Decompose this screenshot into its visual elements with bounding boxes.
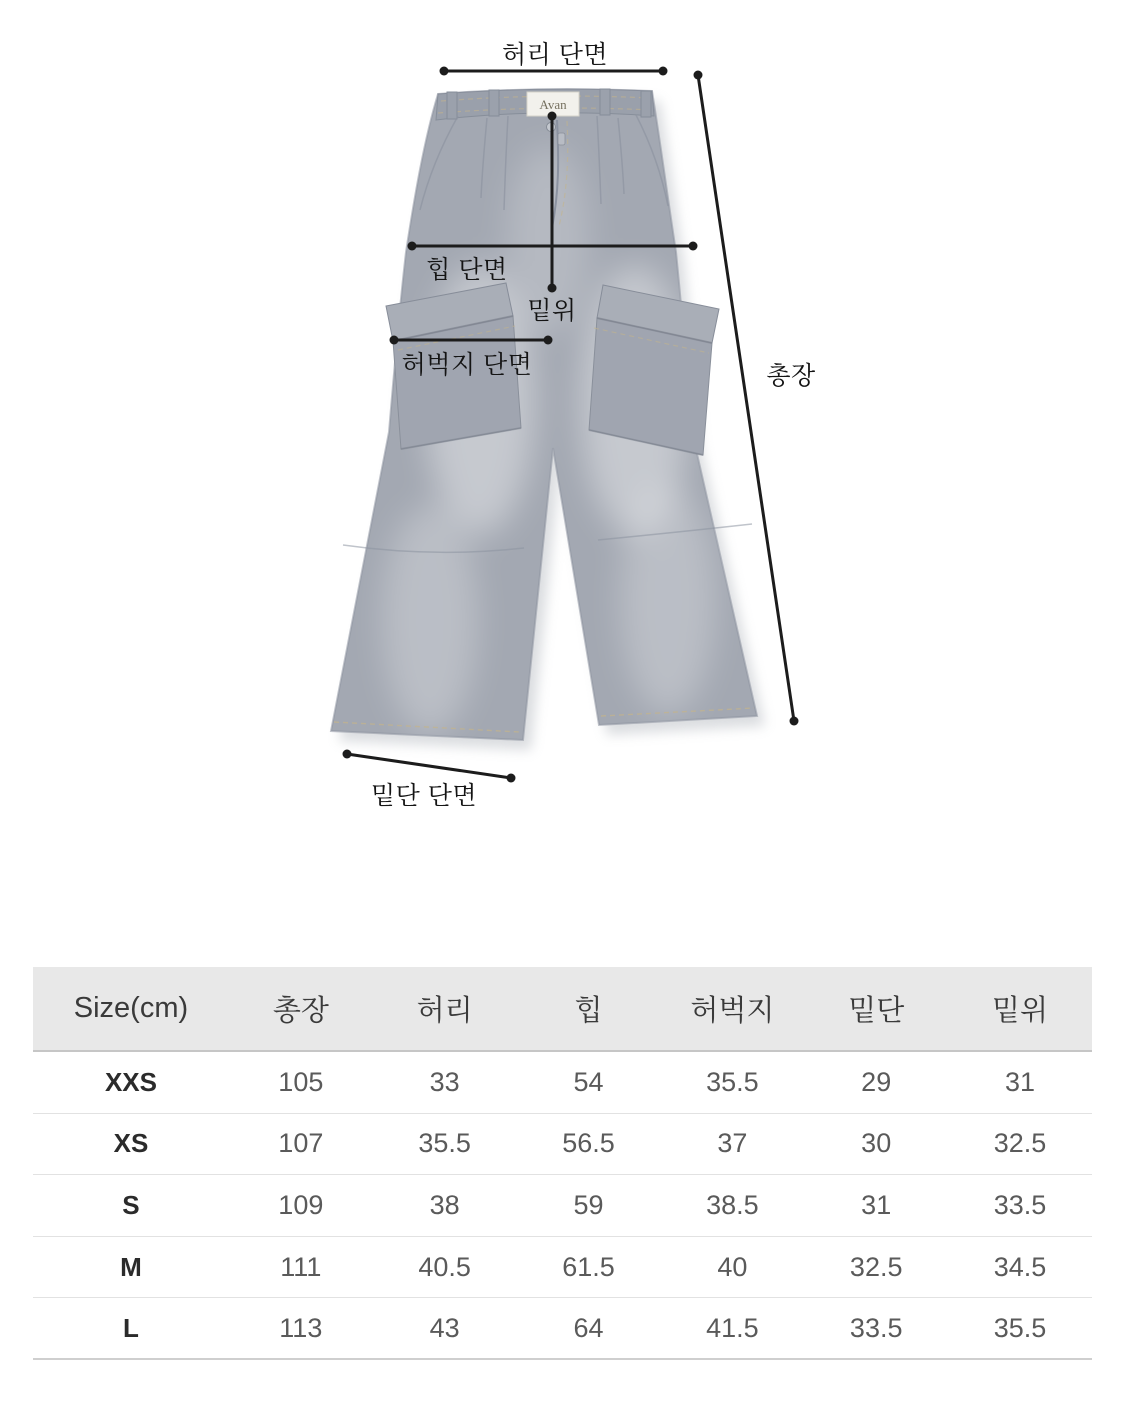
right-cargo-pocket (589, 285, 719, 455)
table-cell: 38.5 (706, 1189, 759, 1220)
table-cell: 41.5 (706, 1312, 759, 1343)
table-cell: 38 (429, 1189, 460, 1220)
table-row-s (33, 1175, 1092, 1237)
table-cell: 30 (861, 1128, 892, 1159)
table-cell: 35.5 (706, 1066, 759, 1097)
thigh-label: 허벅지 단면 (401, 351, 533, 379)
table-cell: 64 (573, 1312, 604, 1343)
table-cell: 109 (278, 1189, 324, 1220)
rise-label: 밑위 (527, 297, 577, 325)
size-label: XS (113, 1128, 149, 1159)
table-cell: 43 (429, 1312, 460, 1343)
table-row-xs (33, 1114, 1092, 1176)
table-cell: 33.5 (849, 1312, 903, 1343)
table-row-m (33, 1237, 1092, 1299)
table-cell: 33 (429, 1066, 460, 1097)
table-cell: 29 (861, 1066, 892, 1097)
header-hip: 힙 (574, 995, 603, 1027)
table-cell: 37 (717, 1128, 748, 1159)
table-cell: 61.5 (562, 1251, 615, 1282)
size-label: XXS (104, 1066, 157, 1097)
size-label: L (123, 1312, 139, 1343)
table-cell: 32.5 (993, 1128, 1047, 1159)
header-thigh: 허벅지 (690, 995, 775, 1027)
waist-label: 허리 단면 (501, 41, 609, 69)
table-cell: 113 (279, 1312, 323, 1343)
table-cell: 35.5 (418, 1128, 471, 1159)
header-waist: 허리 (416, 995, 473, 1027)
size-label: M (120, 1251, 142, 1282)
table-cell: 32.5 (849, 1251, 903, 1282)
table-cell: 56.5 (562, 1128, 615, 1159)
table-cell: 111 (280, 1251, 322, 1282)
header-hem: 밑단 (848, 995, 905, 1027)
table-cell: 107 (278, 1128, 324, 1159)
hip-label: 힙 단면 (426, 256, 508, 284)
brand-tag-text: Avan (539, 97, 567, 112)
table-header-row (33, 967, 1092, 1052)
table-cell: 59 (573, 1189, 604, 1220)
table-cell: 31 (861, 1189, 892, 1220)
table-row-l (33, 1298, 1092, 1360)
size-chart-table (33, 967, 1092, 1360)
table-row-xxs (33, 1052, 1092, 1114)
header-rise: 밑위 (992, 995, 1049, 1027)
table-cell: 33.5 (993, 1189, 1047, 1220)
size-label: S (122, 1189, 140, 1220)
table-cell: 54 (573, 1066, 604, 1097)
table-cell: 34.5 (993, 1251, 1047, 1282)
zipper-pull (558, 133, 565, 145)
hem-label: 밑단 단면 (370, 782, 478, 810)
header-size-unit: Size(cm) (73, 992, 189, 1024)
table-cell: 35.5 (993, 1312, 1047, 1343)
table-cell: 40.5 (418, 1251, 471, 1282)
table-cell: 105 (278, 1066, 324, 1097)
table-cell: 40 (717, 1251, 748, 1282)
table-cell: 31 (1005, 1066, 1036, 1097)
length-label: 총장 (766, 362, 816, 390)
header-total-length: 총장 (272, 995, 329, 1027)
